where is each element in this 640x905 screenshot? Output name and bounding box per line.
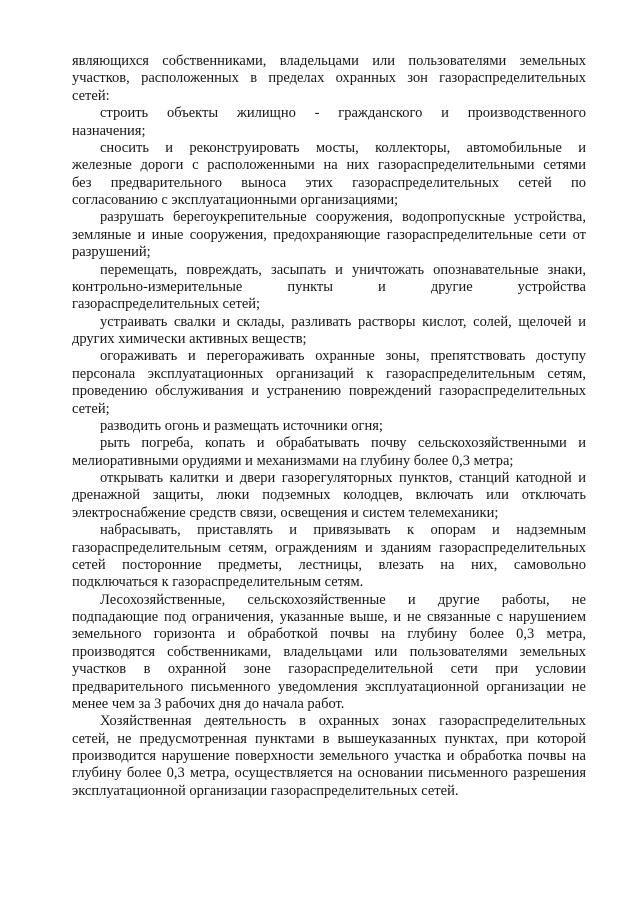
text-line: подпадающие под ограничения, указанные выше, и не связанные с нарушением <box>72 609 586 625</box>
text-line: сносить и реконструировать мосты, коллекторы, автомобильные и <box>100 139 586 156</box>
paragraph-continuation <box>72 53 586 105</box>
text-line: являющихся собственниками, владельцами или пользователями земельных <box>72 53 586 69</box>
text-line: сетей: <box>72 87 110 104</box>
text-line: рыть погреба, копать и обрабатывать почву сельскохозяйственными и <box>100 435 586 452</box>
text-line: проведению обслуживания и устранению повреждений газораспределительных <box>72 383 586 400</box>
paragraph <box>72 522 586 592</box>
text-line: мелиоративными орудиями и механизмами на глубину более 0,3 метра; <box>72 452 514 469</box>
text-line: согласованию с эксплуатационными организациями; <box>72 192 399 208</box>
paragraph <box>72 470 586 522</box>
text-line: электроснабжение средств связи, освещения и систем телемеханики; <box>72 504 499 521</box>
text-line: перемещать, повреждать, засыпать и уничтожать опознавательные знаки, <box>100 261 586 278</box>
text-line: набрасывать, приставлять и привязывать к опорам и надземным <box>100 522 586 539</box>
paragraph <box>72 140 586 210</box>
text-line: персонала эксплуатационных организаций к газораспределительным сетям, <box>72 365 586 382</box>
text-line: глубину более 0,3 метра, осуществляется на основании письменного разрешения <box>72 765 586 782</box>
text-line: эксплуатационной организации газораспределительных сетей. <box>72 782 459 799</box>
text-line: огораживать и перегораживать охранные зоны, препятствовать доступу <box>100 348 586 365</box>
text-line: производятся собственниками, владельцами или пользователями земельных <box>72 643 586 660</box>
text-line: строить объекты жилищно - гражданского и производственного <box>100 105 586 122</box>
text-line: Хозяйственная деятельность в охранных зонах газораспределительных <box>100 713 586 730</box>
text-body <box>72 53 586 800</box>
text-line: производится нарушение поверхности земельного участка и обработка почвы на <box>72 748 586 764</box>
text-line: земельного горизонта и обработкой почвы на глубину более 0,3 метра, <box>72 626 586 643</box>
paragraph <box>72 592 586 714</box>
text-line: подключаться к газораспределительным сетям. <box>72 574 364 591</box>
paragraph <box>72 348 586 418</box>
paragraph <box>72 314 586 349</box>
paragraph <box>72 262 586 314</box>
text-line: дренажной защиты, люки подземных колодцев, включать или отключать <box>72 487 586 504</box>
text-line: разводить огонь и размещать источники огня; <box>100 417 383 434</box>
paragraph <box>72 418 586 435</box>
text-line: участков, расположенных в пределах охранных зон газораспределительных <box>72 70 586 87</box>
text-line: газораспределительным сетям, ограждениям и зданиям газораспределительных <box>72 539 586 556</box>
text-line: Лесохозяйственные, сельскохозяйственные и другие работы, не <box>100 591 586 608</box>
text-line: сетей; <box>72 400 110 417</box>
text-line: без предварительного выноса этих газораспределительных сетей по <box>72 174 586 191</box>
text-line: сетей посторонние предметы, лестницы, влезать на них, самовольно <box>72 556 586 573</box>
text-line: предварительного письменного уведомления эксплуатационной организации не <box>72 678 586 695</box>
text-line: открывать калитки и двери газорегуляторных пунктов, станций катодной и <box>100 470 586 486</box>
text-line: устраивать свалки и склады, разливать растворы кислот, солей, щелочей и <box>100 313 586 330</box>
paragraph <box>72 435 586 470</box>
paragraph <box>72 713 586 800</box>
text-line: разрушений; <box>72 244 151 261</box>
text-line: контрольно-измерительные пункты и другие устройства <box>72 278 586 295</box>
text-line: назначения; <box>72 122 146 139</box>
text-line: железные дороги с расположенными на них газораспределительными сетями <box>72 157 586 174</box>
paragraph <box>72 105 586 140</box>
text-line: газораспределительных сетей; <box>72 296 261 313</box>
paragraph <box>72 209 586 261</box>
text-line: земляные и иные сооружения, предохраняющие газораспределительные сети от <box>72 226 586 243</box>
text-line: менее чем за 3 рабочих дня до начала работ. <box>72 695 345 712</box>
text-line: участков в охранной зоне газораспределительной сети при условии <box>72 661 586 678</box>
text-line: других химически активных веществ; <box>72 331 307 347</box>
text-line: разрушать берегоукрепительные сооружения, водопропускные устройства, <box>100 209 586 226</box>
text-line: сетей, не предусмотренная пунктами в вышеуказанных пунктах, при которой <box>72 730 586 747</box>
